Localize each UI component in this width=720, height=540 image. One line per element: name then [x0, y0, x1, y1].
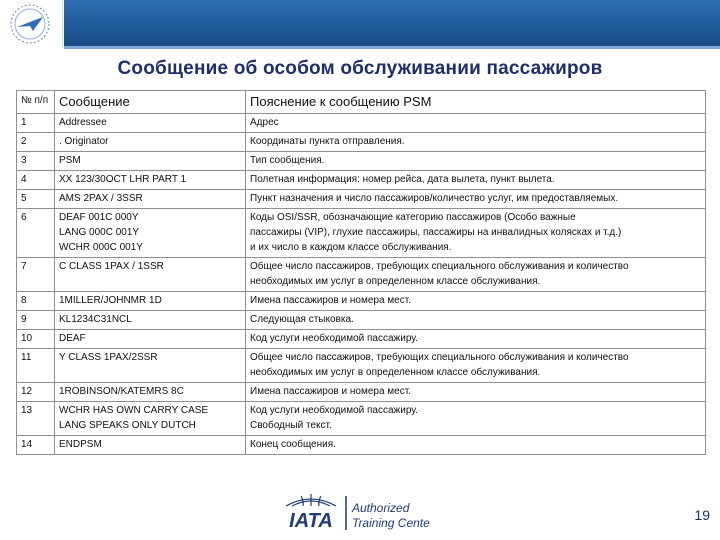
- row-message: AMS 2PAX / 3SSR: [55, 189, 246, 208]
- row-num: 1: [17, 113, 55, 132]
- row-message: ENDPSM: [55, 435, 246, 454]
- iata-globe-icon: [270, 488, 430, 534]
- row-message: 1ROBINSON/KATEMRS 8C: [55, 382, 246, 401]
- row-message: . Originator: [55, 132, 246, 151]
- table-row: [17, 189, 706, 208]
- table-row: [17, 291, 706, 310]
- row-explanation: Общее число пассажиров, требующих специального обслуживания и количество необходимых им услуг в определенном классе обслуживания.: [246, 348, 706, 382]
- row-explanation: Код услуги необходимой пассажиру.: [246, 329, 706, 348]
- row-num: 8: [17, 291, 55, 310]
- row-explanation: Коды OSI/SSR, обозначающие категорию пассажиров (Особо важные пассажиры (VIP), глухие пассажиры, пассажиры на инвалидных колясках и т.д.) и их число в каждом классе обслуживания.: [246, 208, 706, 257]
- row-num: 11: [17, 348, 55, 382]
- table-row: [17, 401, 706, 435]
- row-num: 7: [17, 257, 55, 291]
- row-message: KL1234C31NCL: [55, 310, 246, 329]
- row-explanation: Конец сообщения.: [246, 435, 706, 454]
- row-explanation: Код услуги необходимой пассажиру. Свободный текст.: [246, 401, 706, 435]
- header-explanation: Пояснение к сообщению PSM: [246, 91, 706, 114]
- table-row: [17, 208, 706, 257]
- psm-table: [16, 90, 706, 455]
- row-message: DEAF 001C 000Y LANG 000C 001Y WCHR 000C 001Y: [55, 208, 246, 257]
- row-num: 6: [17, 208, 55, 257]
- iata-atc-logo: [270, 488, 430, 534]
- row-message: Addressee: [55, 113, 246, 132]
- row-num: 12: [17, 382, 55, 401]
- row-message: DEAF: [55, 329, 246, 348]
- row-num: 4: [17, 170, 55, 189]
- row-message: XX 123/30OCT LHR PART 1: [55, 170, 246, 189]
- corner-logo: [0, 0, 63, 48]
- row-explanation: Пункт назначения и число пассажиров/количество услуг, им предоставляемых.: [246, 189, 706, 208]
- table-row: [17, 329, 706, 348]
- row-num: 10: [17, 329, 55, 348]
- row-message: PSM: [55, 151, 246, 170]
- table-row: [17, 170, 706, 189]
- row-message: 1MILLER/JOHNMR 1D: [55, 291, 246, 310]
- row-num: 9: [17, 310, 55, 329]
- row-explanation: Следующая стыковка.: [246, 310, 706, 329]
- row-explanation: Тип сообщения.: [246, 151, 706, 170]
- header-message: Сообщение: [55, 91, 246, 114]
- table-row: [17, 257, 706, 291]
- table-row: [17, 151, 706, 170]
- logo-caption-line2: Training Center: [352, 516, 430, 530]
- table-header-row: [17, 91, 706, 114]
- page-number: 19: [694, 507, 710, 523]
- header-band: [64, 0, 720, 46]
- row-explanation: Имена пассажиров и номера мест.: [246, 291, 706, 310]
- plane-emblem-icon: [0, 0, 62, 48]
- row-explanation: Координаты пункта отправления.: [246, 132, 706, 151]
- row-explanation: Адрес: [246, 113, 706, 132]
- row-num: 13: [17, 401, 55, 435]
- table-row: [17, 132, 706, 151]
- table-row: [17, 348, 706, 382]
- iata-wordmark: IATA: [289, 510, 333, 532]
- row-explanation: Общее число пассажиров, требующих специального обслуживания и количество необходимых им услуг в определенном классе обслуживания.: [246, 257, 706, 291]
- table-row: [17, 382, 706, 401]
- row-message: C CLASS 1PAX / 1SSR: [55, 257, 246, 291]
- row-explanation: Имена пассажиров и номера мест.: [246, 382, 706, 401]
- page-title: Сообщение об особом обслуживании пассажиров: [117, 58, 603, 79]
- header-num: № п/п: [17, 91, 55, 114]
- row-message: Y CLASS 1PAX/2SSR: [55, 348, 246, 382]
- logo-caption-line1: Authorized: [352, 501, 410, 515]
- row-num: 14: [17, 435, 55, 454]
- row-explanation: Полетная информация: номер рейса, дата вылета, пункт вылета.: [246, 170, 706, 189]
- row-num: 3: [17, 151, 55, 170]
- header-divider: [64, 46, 720, 49]
- table-row: [17, 113, 706, 132]
- table-row: [17, 435, 706, 454]
- row-message: WCHR HAS OWN CARRY CASE LANG SPEAKS ONLY DUTCH: [55, 401, 246, 435]
- row-num: 2: [17, 132, 55, 151]
- table-row: [17, 310, 706, 329]
- row-num: 5: [17, 189, 55, 208]
